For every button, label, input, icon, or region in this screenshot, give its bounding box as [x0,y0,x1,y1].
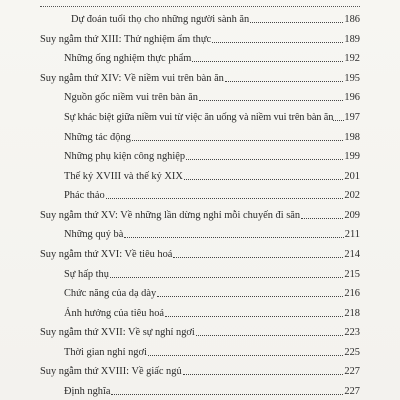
toc-entry [64,265,360,281]
toc-entry [40,69,360,85]
toc-entry-label: Suy ngẫm thứ XV: Về những lần dừng nghỉ mỗi chuyến đi săn [40,209,301,221]
toc-entry-label: Phác thảo [64,190,105,202]
toc-entry-page: 227 [344,366,360,378]
toc-entry-page: 186 [344,14,360,25]
toc-entry [40,30,360,46]
toc-entry-label: Thế kỷ XVIII và thế kỷ XIX [64,170,183,182]
toc-entry [64,49,360,65]
toc-entry-label: Định nghĩa [64,386,111,397]
toc-entry-label: Nguồn gốc niềm vui trên bàn ăn [64,92,198,104]
toc-entry-label: Suy ngẫm thứ XIV: Về niềm vui trên bàn ăn [40,72,224,84]
divider [40,6,360,7]
toc-entry-label: Những tác động [64,131,131,143]
toc-entry-page: 199 [344,151,360,163]
toc-entry-page: 216 [344,288,360,300]
toc-entry [64,382,360,398]
toc-entry-label: Sự khác biệt giữa niềm vui từ việc ăn uống và niềm vui trên bàn ăn [64,111,334,123]
toc-entry-page: 192 [344,53,360,65]
toc-entry [64,128,360,144]
toc-entry-label: Những quý bà [64,229,124,241]
toc-entry-label: Những ống nghiệm thực phẩm [64,53,192,65]
toc-entry-page: 201 [344,170,360,182]
toc-entry [40,362,360,378]
leader-dots [106,198,344,199]
leader-dots [212,42,343,43]
leader-dots [333,120,344,121]
toc-entry-page: 189 [344,33,360,45]
toc-entry [64,108,360,124]
toc-entry-label: Suy ngẫm thứ XIII: Thử nghiệm ẩm thực [40,33,212,45]
leader-dots [186,159,343,160]
toc-entry-page: 225 [344,346,360,358]
toc-entry [64,88,360,104]
leader-dots [165,316,343,317]
leader-dots [124,237,343,238]
toc-entry-page: 214 [344,248,360,260]
leader-dots [132,140,344,141]
leader-dots [173,257,343,258]
toc-entry-label: Sự hấp thụ [64,268,109,280]
toc-entry-page: 223 [344,327,360,339]
toc-entry [64,186,360,202]
toc-entry-label: Thời gian nghỉ ngơi [64,346,147,358]
toc-entry [64,225,360,241]
toc-entry [64,284,360,300]
toc-entry-page: 211 [344,229,360,241]
leader-dots [110,277,344,278]
toc-entry-page: 227 [344,386,360,397]
toc-entry-label: Suy ngẫm thứ XVI: Về tiêu hoá [40,248,173,260]
toc-entry [64,167,360,183]
toc-entry-label: Dự đoán tuổi thọ cho những người sành ăn [71,14,250,25]
toc-entry [40,206,360,222]
toc-entry [71,10,360,26]
toc-entry-page: 196 [344,92,360,104]
leader-dots [148,355,344,356]
toc-entry-label: Ảnh hưởng của tiêu hoá [64,307,164,319]
leader-dots [183,374,344,375]
leader-dots [199,100,344,101]
toc-entry [40,323,360,339]
toc-entry-page: 215 [344,268,360,280]
leader-dots [111,394,343,395]
toc-entry-page: 218 [344,307,360,319]
toc-entry-label: Suy ngẫm thứ XVII: Về sự nghỉ ngơi [40,327,195,339]
toc-entry [64,147,360,163]
toc-entry-page: 202 [344,190,360,202]
toc-entry-page: 209 [344,209,360,221]
leader-dots [250,22,343,23]
toc-entry-label: Chức năng của dạ dày [64,288,157,300]
toc-entry-page: 198 [344,131,360,143]
leader-dots [157,296,343,297]
leader-dots [301,218,343,219]
toc-entry [64,304,360,320]
toc-entry [40,245,360,261]
leader-dots [196,335,344,336]
toc-entry [64,343,360,359]
leader-dots [225,81,344,82]
toc-entry-label: Những phụ kiện công nghiệp [64,151,186,163]
leader-dots [192,61,343,62]
toc-entry-page: 197 [344,111,360,123]
leader-dots [184,179,344,180]
toc-entry-label: Suy ngẫm thứ XVIII: Về giấc ngủ [40,366,182,378]
toc-entry-page: 195 [344,72,360,84]
